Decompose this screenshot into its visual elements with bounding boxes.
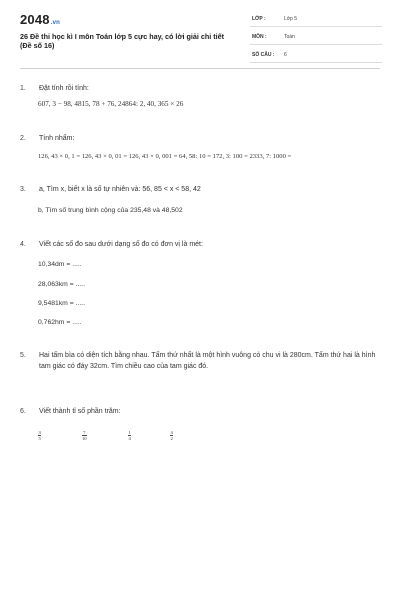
fraction-numerator: 4	[170, 430, 173, 435]
question-4-item: 0,762hm = .....	[38, 319, 82, 326]
question-1-expression: 607, 3 − 98, 4815, 78 + 76, 24864: 2, 40, 365 × 26	[38, 100, 184, 108]
meta-class-value: Lớp 5	[284, 16, 298, 22]
question-text: Viết các số đo sau dưới dạng số đo có đơn vị là mét:	[39, 241, 203, 248]
exam-title	[20, 32, 245, 50]
meta-count-row	[250, 50, 382, 63]
fraction	[170, 430, 173, 441]
question-4	[20, 240, 380, 252]
header-divider	[20, 68, 380, 69]
question-number: 5.	[20, 352, 26, 359]
fraction-denominator: 2	[170, 436, 173, 441]
question-3	[20, 185, 380, 197]
exam-title-line1: 26 Đề thi học kì I môn Toán lớp 5 cực hay, có lời giải chi tiết	[20, 32, 225, 41]
question-text: Tính nhẩm:	[39, 135, 75, 142]
fraction	[38, 430, 41, 441]
meta-count-value: 6	[284, 52, 287, 58]
question-number: 3.	[20, 186, 26, 193]
meta-class-row	[250, 14, 382, 27]
question-text: Viết thành tỉ số phần trăm:	[39, 408, 121, 415]
question-2	[20, 134, 380, 146]
question-number: 2.	[20, 135, 26, 142]
question-4-item: 9,5481km = .....	[38, 300, 86, 307]
exam-meta	[250, 14, 382, 68]
question-5-number	[20, 351, 39, 363]
question-text: a, Tìm x, biết x là số tự nhiên và: 56, 85 < x < 58, 42	[39, 186, 201, 193]
meta-subject-value: Toán	[284, 34, 295, 40]
question-5-text: Hai tấm bìa có diện tích bằng nhau. Tấm thứ nhất là một hình vuông có chu vi là 280cm. Tấm thứ hai là hình tam giác có đáy 32cm. Tìm chiều cao của tam giác đó.	[39, 352, 376, 370]
question-4-item: 10,34dm = .....	[38, 261, 82, 268]
fraction-numerator: 7	[83, 430, 86, 435]
meta-subject-label: MÔN :	[252, 34, 267, 40]
fraction-numerator: 1	[128, 430, 131, 435]
logo-tld: .vn	[50, 20, 61, 26]
meta-count-label: SỐ CÂU :	[252, 52, 275, 58]
question-number: 1.	[20, 85, 26, 92]
fraction	[82, 430, 87, 441]
meta-subject-row	[250, 32, 382, 45]
exam-title-line2: (Đề số 16)	[20, 41, 55, 50]
question-6	[20, 407, 380, 419]
meta-class-label: LỚP :	[252, 16, 266, 22]
fraction-denominator: 4	[128, 436, 131, 441]
question-1	[20, 84, 380, 96]
fraction-numerator: 3	[38, 430, 41, 435]
question-2-expression: 126, 43 × 0, 1 = 126, 43 × 0, 01 = 126, 43 × 0, 001 = 64, 58: 10 = 172, 3: 100 = 2333, 7: 1000 =	[38, 153, 292, 160]
question-3-part-b: b, Tìm số trung bình cộng của 235,48 và 48,502	[38, 207, 183, 214]
question-text: Đặt tính rồi tính:	[39, 85, 89, 92]
site-logo[interactable]	[20, 12, 60, 27]
page-header	[0, 0, 400, 64]
question-number: 4.	[20, 241, 26, 248]
fraction-denominator: 5	[38, 436, 41, 441]
question-number: 6.	[20, 408, 26, 415]
logo-main: 2048	[20, 12, 50, 27]
fraction	[128, 430, 131, 441]
fraction-denominator: 10	[82, 436, 87, 441]
question-4-item: 28,063km = .....	[38, 281, 86, 288]
